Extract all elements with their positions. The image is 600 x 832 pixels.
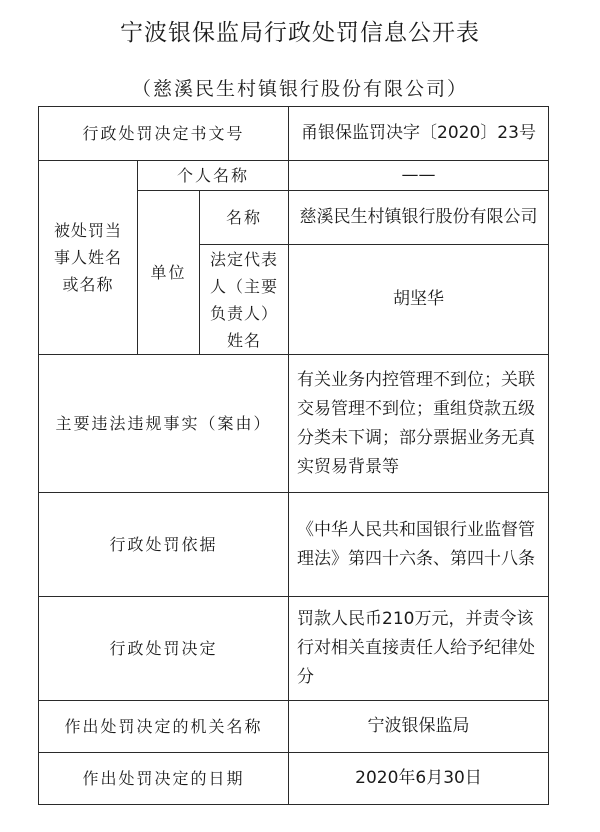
- unit-name-value: 慈溪民生村镇银行股份有限公司: [289, 191, 549, 245]
- table-row: [39, 597, 549, 701]
- table-row: [39, 161, 549, 191]
- decision-number-value: 甬银保监罚决字〔2020〕23号: [289, 107, 549, 161]
- table-row: [39, 107, 549, 161]
- authority-value: 宁波银保监局: [289, 701, 549, 753]
- individual-label: 个人名称: [138, 161, 289, 191]
- table-row: [39, 701, 549, 753]
- decision-value: 罚款人民币210万元，并责令该行对相关直接责任人给予纪律处分: [289, 597, 549, 701]
- table-row: [39, 753, 549, 805]
- date-value: 2020年6月30日: [289, 753, 549, 805]
- legal-rep-label: 法定代表人（主要负责人）姓名: [200, 245, 289, 355]
- date-label: 作出处罚决定的日期: [39, 753, 289, 805]
- unit-label: 单位: [138, 191, 200, 355]
- decision-number-label: 行政处罚决定书文号: [39, 107, 289, 161]
- page-title: 宁波银保监局行政处罚信息公开表: [120, 20, 480, 46]
- unit-name-label: 名称: [200, 191, 289, 245]
- party-label: 被处罚当事人姓名或名称: [39, 161, 138, 355]
- basis-value: 《中华人民共和国银行业监督管理法》第四十六条、第四十八条: [289, 493, 549, 597]
- decision-label: 行政处罚决定: [39, 597, 289, 701]
- violation-value: 有关业务内控管理不到位；关联交易管理不到位；重组贷款五级分类未下调；部分票据业务无真实贸易背景等: [289, 355, 549, 493]
- table-row: [39, 355, 549, 493]
- penalty-info-table: [38, 106, 549, 805]
- page-subtitle: （慈溪民生村镇银行股份有限公司）: [131, 78, 468, 100]
- basis-label: 行政处罚依据: [39, 493, 289, 597]
- authority-label: 作出处罚决定的机关名称: [39, 701, 289, 753]
- legal-rep-value: 胡坚华: [289, 245, 549, 355]
- individual-value: ——: [289, 161, 549, 191]
- violation-label: 主要违法违规事实（案由）: [39, 355, 289, 493]
- table-row: [39, 493, 549, 597]
